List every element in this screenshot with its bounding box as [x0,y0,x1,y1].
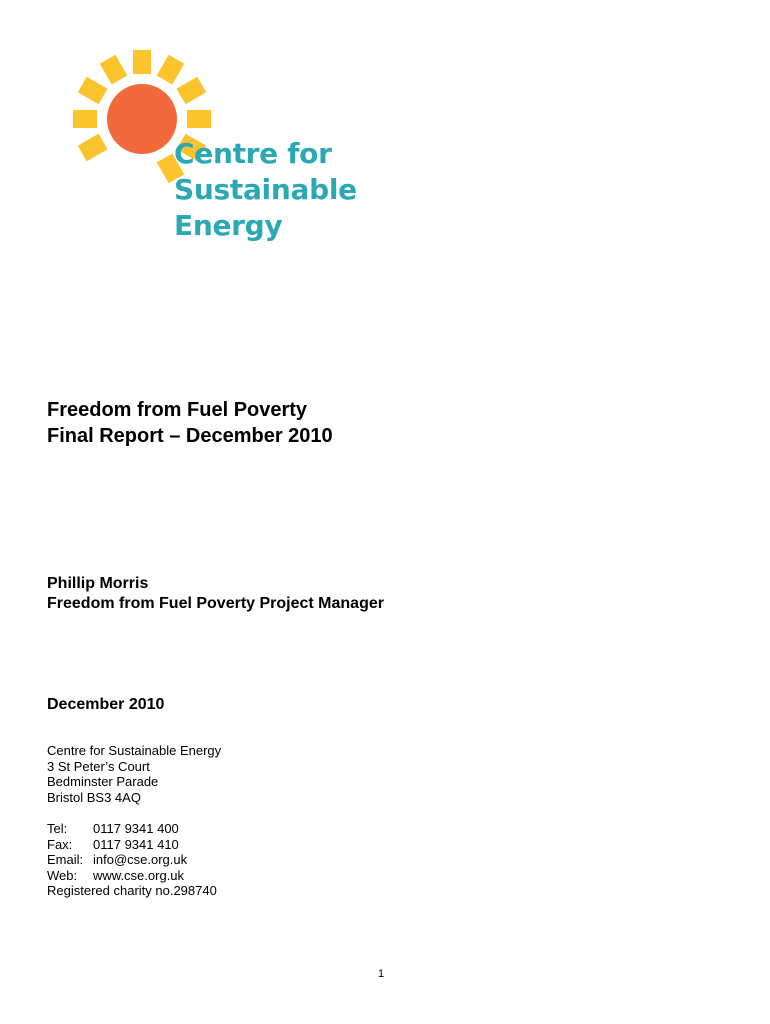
fax-value: 0117 9341 410 [93,836,179,852]
contact-tel [47,821,217,837]
tel-value: 0117 9341 400 [93,821,179,836]
contact-email [47,852,217,868]
sun-ray [176,77,206,105]
author-role: Freedom from Fuel Poverty Project Manager [47,595,384,612]
logo-line-2: Sustainable [174,173,357,206]
report-date: December 2010 [47,696,165,713]
sun-ray [78,77,108,105]
logo-line-1: Centre for [174,137,332,170]
email-label: Email: [47,852,84,867]
email-value: info@cse.org.uk [93,852,188,867]
contact-fax [47,837,217,853]
author-block [47,574,384,614]
sun-disc [107,84,177,154]
report-title [47,397,333,449]
sun-ray [157,55,185,85]
sun-ray [187,110,211,128]
web-label: Web: [47,867,78,883]
web-value: www.cse.org.uk [93,867,185,883]
title-line-1: Freedom from Fuel Poverty [47,399,308,421]
logo-wordmark [174,136,357,244]
title-line-2: Final Report – December 2010 [47,425,333,447]
sun-ray [133,50,151,74]
logo-line-3: Energy [174,209,283,242]
cse-logo [56,34,376,254]
page-number: 1 [378,968,385,980]
address-line: Bedminster Parade [47,774,159,789]
fax-label: Fax: [47,836,73,852]
sun-ray [73,110,97,128]
contact-web [47,868,217,884]
contact-block [47,821,217,899]
sun-ray [100,55,128,85]
address-line: Bristol BS3 4AQ [47,789,141,805]
address-block [47,743,221,805]
address-line: 3 St Peter’s Court [47,758,150,774]
tel-label: Tel: [47,821,68,836]
author-name: Phillip Morris [47,575,149,592]
address-line: Centre for Sustainable Energy [47,743,222,758]
sun-ray [78,134,108,162]
charity-number: Registered charity no.298740 [47,883,217,898]
